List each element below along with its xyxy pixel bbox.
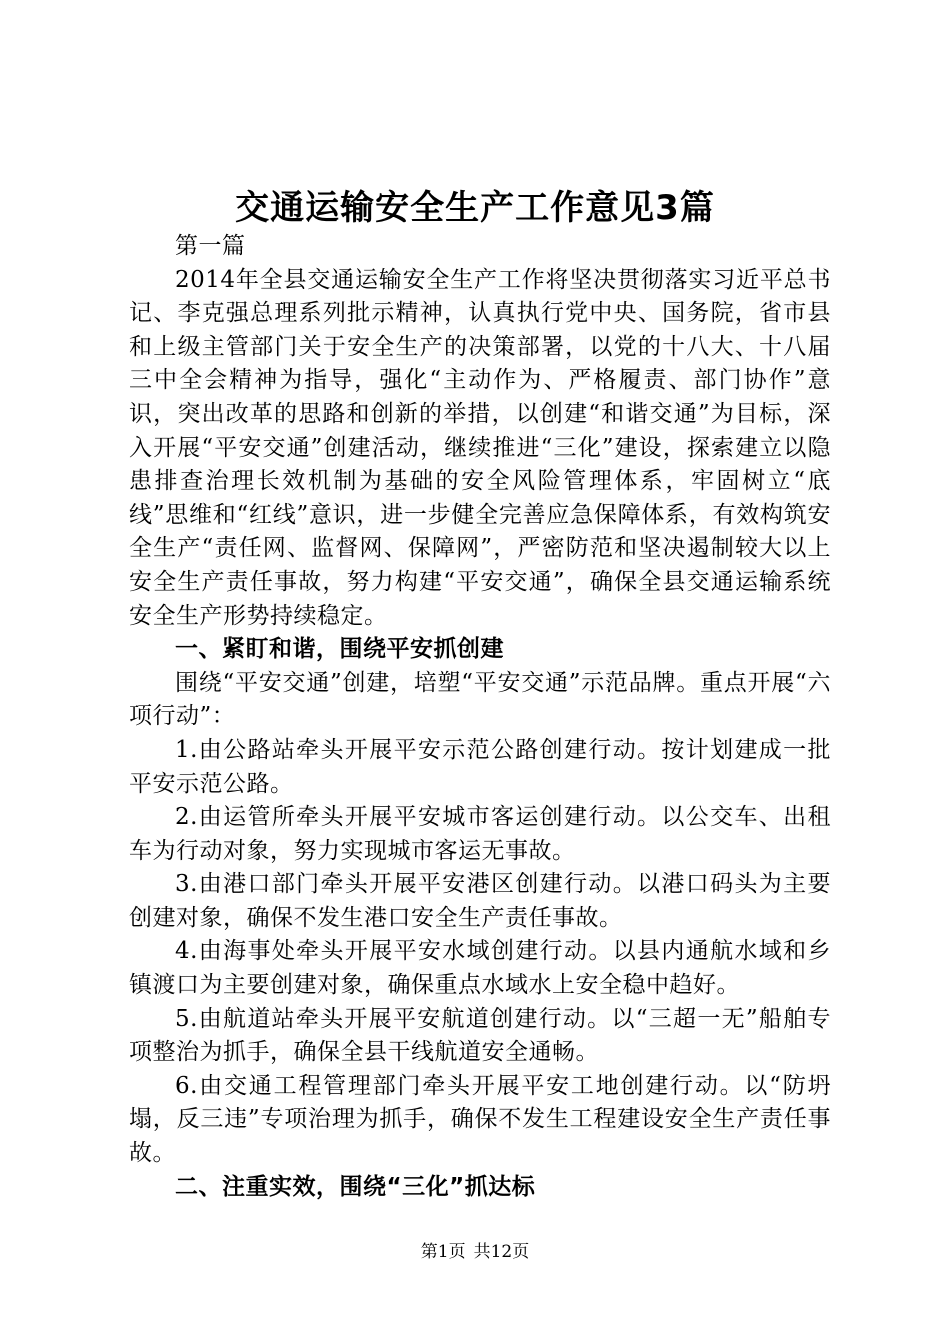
list-item-5: 5.由航道站牵头开展平安航道创建行动。以“三超一无”船舶专项整治为抓手，确保全县干线航道安全通畅。 [129,1005,831,1066]
list-item-3: 3.由港口部门牵头开展平安港区创建行动。以港口码头为主要创建对象，确保不发生港口安全生产责任事故。 [129,871,831,931]
page-number: 第1页 [420,1242,466,1262]
list-item-6: 6.由交通工程管理部门牵头开展平安工地创建行动。以“防坍塌，反三违”专项治理为抓手，确保不发生工程建设安全生产责任事故。 [129,1072,831,1167]
section-heading-1: 一、紧盯和谐，围绕平安抓创建 [175,636,504,663]
document-title: 交通运输安全生产工作意见3篇 [235,188,715,228]
document-body [129,230,831,1204]
page-footer [0,1240,950,1264]
list-item-4: 4.由海事处牵头开展平安水域创建行动。以县内通航水域和乡镇渡口为主要创建对象，确保重点水域水上安全稳中趋好。 [129,938,831,999]
paragraph: 围绕“平安交通”创建，培塑“平安交通”示范品牌。重点开展“六项行动”： [129,669,831,730]
section-label: 第一篇 [175,233,246,259]
list-item-2: 2.由运管所牵头开展平安城市客运创建行动。以公交车、出租车为行动对象，努力实现城市客运无事故。 [129,804,831,864]
page-total: 共12页 [473,1242,530,1262]
list-item-1: 1.由公路站牵头开展平安示范公路创建行动。按计划建成一批平安示范公路。 [129,736,831,797]
intro-paragraph: 2014年全县交通运输安全生产工作将坚决贯彻落实习近平总书记、李克强总理系列批示精神，认真执行党中央、国务院，省市县和上级主管部门关于安全生产的决策部署，以党的十八大、十八届三中全会精神为指导，强化“主动作为、严格履责、部门协作”意识，突出改革的思路和创新的举措，以创建“和谐交通”为目标，深入开展“平安交通”创建活动，继续推进“三化”建设，探索建立以隐患排查治理长效机制为基础的安全风险管理体系，牢固树立“底线”思维和“红线”意识，进一步健全完善应急保障体系，有效构筑安全生产“责任网、监督网、保障网”，严密防范和坚决遏制较大以上安全生产责任事故，努力构建“平安交通”，确保全县交通运输系统安全生产形势持续稳定。 [129,266,831,629]
section-heading-2: 二、注重实效，围绕“三化”抓达标 [175,1173,536,1200]
